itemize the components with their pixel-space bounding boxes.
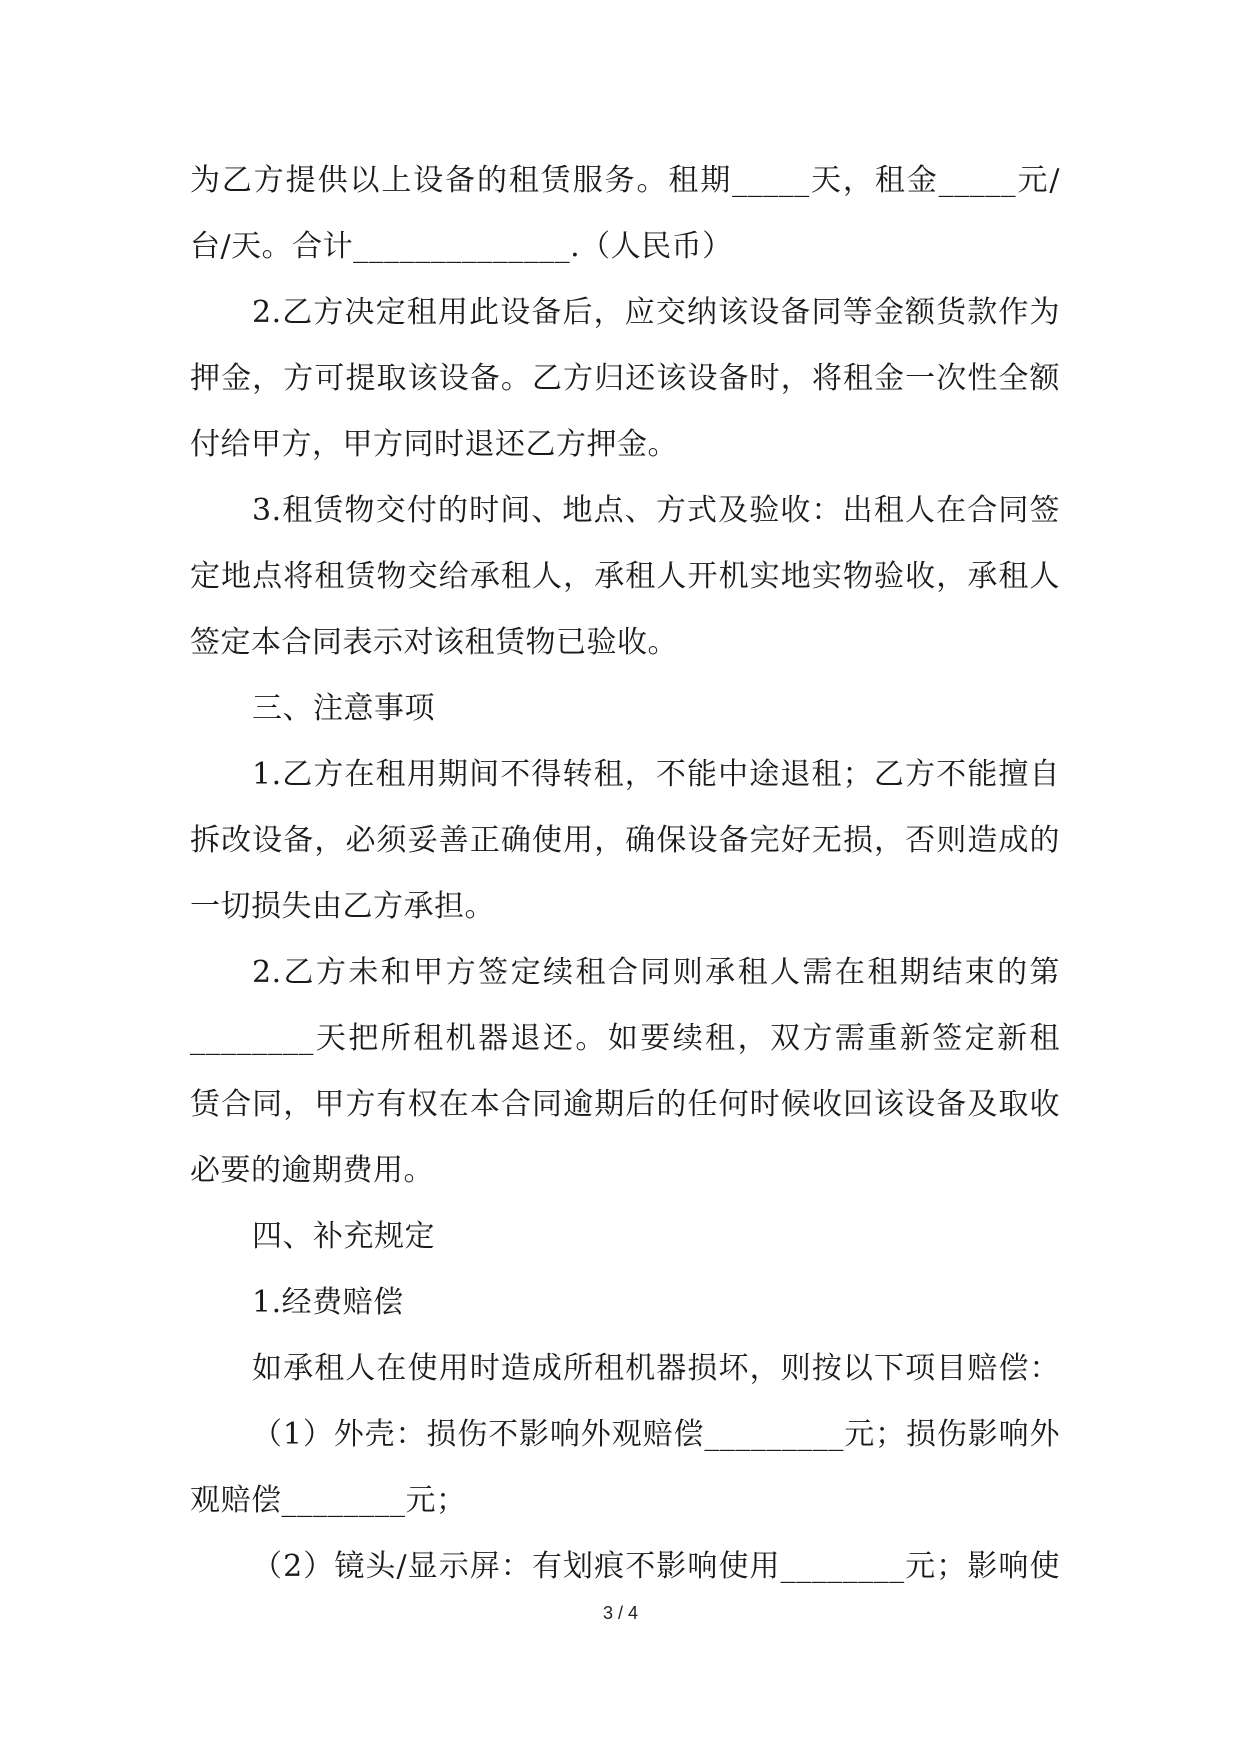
subsection-heading: 1.经费赔偿 — [252, 1285, 404, 1320]
section-heading: 三、注意事项 — [252, 691, 435, 726]
section-heading: 四、补充规定 — [252, 1219, 435, 1254]
paragraph-line: 必要的逾期费用。 — [190, 1153, 434, 1188]
paragraph-line: 拆改设备，必须妥善正确使用，确保设备完好无损，否则造成的 — [190, 823, 1060, 858]
paragraph-line: 3.租赁物交付的时间、地点、方式及验收：出租人在合同签 — [252, 493, 1060, 528]
paragraph-line: 2.乙方决定租用此设备后，应交纳该设备同等金额货款作为 — [252, 295, 1060, 330]
document-body — [190, 159, 1060, 1611]
paragraph-line: 观赔偿________元； — [190, 1483, 467, 1518]
page-number: 3 / 4 — [602, 1603, 639, 1623]
paragraph-line: 付给甲方，甲方同时退还乙方押金。 — [190, 427, 678, 462]
paragraph-line: 签定本合同表示对该租赁物已验收。 — [190, 625, 678, 660]
paragraph-line: 为乙方提供以上设备的租赁服务。租期_____天，租金_____元/ — [190, 163, 1060, 198]
paragraph-line: 2.乙方未和甲方签定续租合同则承租人需在租期结束的第 — [252, 955, 1060, 990]
paragraph-line: （1）外壳：损伤不影响外观赔偿_________元；损伤影响外 — [252, 1417, 1060, 1452]
paragraph-line: 赁合同，甲方有权在本合同逾期后的任何时候收回该设备及取收 — [190, 1087, 1060, 1122]
paragraph-line: 定地点将租赁物交给承租人，承租人开机实地实物验收，承租人 — [190, 559, 1060, 594]
paragraph-line: 押金，方可提取该设备。乙方归还该设备时，将租金一次性全额 — [190, 361, 1060, 396]
paragraph-line: 1.乙方在租用期间不得转租，不能中途退租；乙方不能擅自 — [252, 757, 1060, 792]
paragraph-line: 台/天。合计______________.（人民币） — [190, 229, 733, 264]
paragraph-line: 一切损失由乙方承担。 — [190, 889, 495, 924]
paragraph-line: ________天把所租机器退还。如要续租，双方需重新签定新租 — [190, 1021, 1060, 1056]
paragraph-line: 如承租人在使用时造成所租机器损坏，则按以下项目赔偿： — [252, 1351, 1060, 1386]
paragraph-line: （2）镜头/显示屏：有划痕不影响使用________元；影响使 — [252, 1549, 1060, 1584]
